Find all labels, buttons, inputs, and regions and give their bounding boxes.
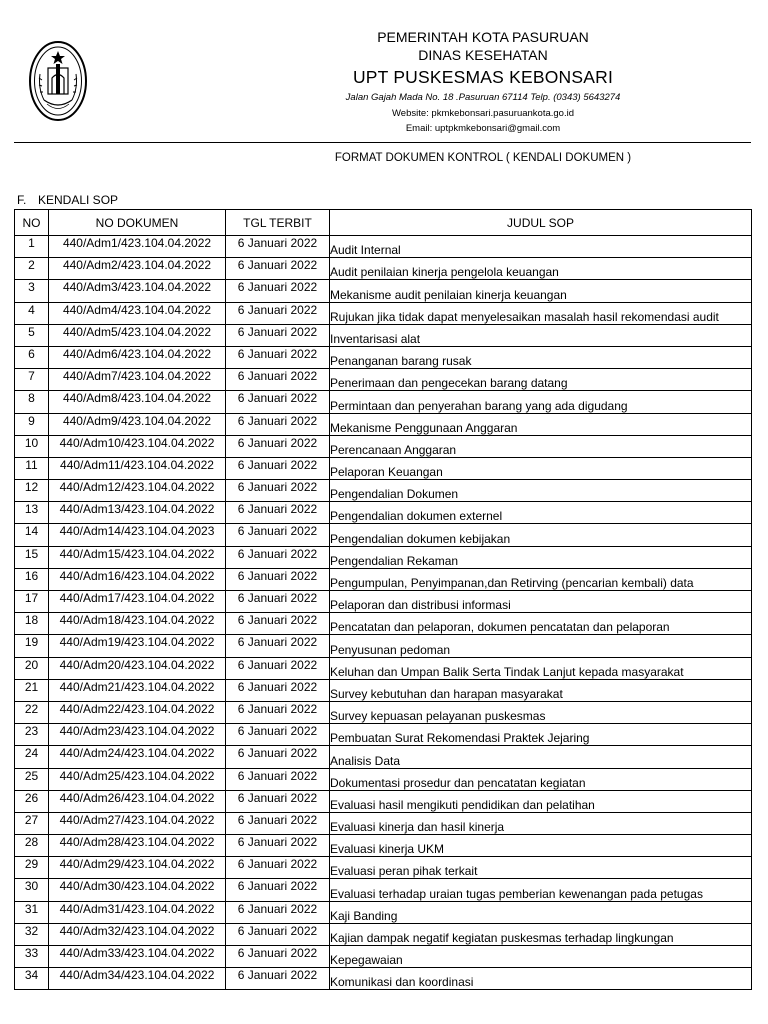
- sop-title-cell: Penanganan barang rusak: [330, 346, 752, 368]
- issue-date-cell: 6 Januari 2022: [226, 457, 330, 479]
- issue-date-cell: 6 Januari 2022: [226, 280, 330, 302]
- document-number-cell: 440/Adm20/423.104.04.2022: [49, 657, 226, 679]
- row-number-cell: 31: [15, 901, 49, 923]
- issue-date-cell: 6 Januari 2022: [226, 480, 330, 502]
- row-number-cell: 25: [15, 768, 49, 790]
- address-line: Jalan Gajah Mada No. 18 .Pasuruan 67114 Telp. (0343) 5643274: [345, 92, 621, 103]
- issue-date-cell: 6 Januari 2022: [226, 657, 330, 679]
- sop-title-cell: Pencatatan dan pelaporan, dokumen pencatatan dan pelaporan: [330, 613, 752, 635]
- table-row: [15, 768, 752, 790]
- sop-title-cell: Evaluasi peran pihak terkait: [330, 857, 752, 879]
- table-row: [15, 724, 752, 746]
- issue-date-cell: 6 Januari 2022: [226, 790, 330, 812]
- table-row: [15, 613, 752, 635]
- document-number-cell: 440/Adm33/423.104.04.2022: [49, 946, 226, 968]
- row-number-cell: 26: [15, 790, 49, 812]
- row-number-cell: 10: [15, 435, 49, 457]
- issue-date-cell: 6 Januari 2022: [226, 835, 330, 857]
- sop-title-cell: Mekanisme audit penilaian kinerja keuangan: [330, 280, 752, 302]
- row-number-cell: 1: [15, 236, 49, 258]
- issue-date-cell: 6 Januari 2022: [226, 258, 330, 280]
- table-row: [15, 480, 752, 502]
- document-number-cell: 440/Adm8/423.104.04.2022: [49, 391, 226, 413]
- row-number-cell: 3: [15, 280, 49, 302]
- issue-date-cell: 6 Januari 2022: [226, 524, 330, 546]
- table-row: [15, 346, 752, 368]
- column-header-sop-title: JUDUL SOP: [330, 210, 752, 236]
- document-number-cell: 440/Adm29/423.104.04.2022: [49, 857, 226, 879]
- sop-title-cell: Dokumentasi prosedur dan pencatatan kegiatan: [330, 768, 752, 790]
- sop-title-cell: Pengendalian Rekaman: [330, 546, 752, 568]
- document-number-cell: 440/Adm13/423.104.04.2022: [49, 502, 226, 524]
- row-number-cell: 22: [15, 701, 49, 723]
- document-number-cell: 440/Adm25/423.104.04.2022: [49, 768, 226, 790]
- sop-title-cell: Evaluasi hasil mengikuti pendidikan dan pelatihan: [330, 790, 752, 812]
- table-row: [15, 258, 752, 280]
- row-number-cell: 18: [15, 613, 49, 635]
- table-row: [15, 369, 752, 391]
- document-number-cell: 440/Adm31/423.104.04.2022: [49, 901, 226, 923]
- table-row: [15, 879, 752, 901]
- document-number-cell: 440/Adm9/423.104.04.2022: [49, 413, 226, 435]
- issue-date-cell: 6 Januari 2022: [226, 502, 330, 524]
- issue-date-cell: 6 Januari 2022: [226, 346, 330, 368]
- document-number-cell: 440/Adm6/423.104.04.2022: [49, 346, 226, 368]
- sop-title-cell: Rujukan jika tidak dapat menyelesaikan masalah hasil rekomendasi audit: [330, 302, 752, 324]
- table-row: [15, 835, 752, 857]
- sop-title-cell: Evaluasi terhadap uraian tugas pemberian kewenangan pada petugas: [330, 879, 752, 901]
- issue-date-cell: 6 Januari 2022: [226, 724, 330, 746]
- table-row: [15, 946, 752, 968]
- sop-title-cell: Audit Internal: [330, 236, 752, 258]
- issue-date-cell: 6 Januari 2022: [226, 679, 330, 701]
- document-number-cell: 440/Adm3/423.104.04.2022: [49, 280, 226, 302]
- sop-title-cell: Kaji Banding: [330, 901, 752, 923]
- table-row: [15, 435, 752, 457]
- row-number-cell: 34: [15, 968, 49, 990]
- sop-title-cell: Permintaan dan penyerahan barang yang ada digudang: [330, 391, 752, 413]
- document-number-cell: 440/Adm22/423.104.04.2022: [49, 701, 226, 723]
- sop-title-cell: Pelaporan dan distribusi informasi: [330, 591, 752, 613]
- issue-date-cell: 6 Januari 2022: [226, 613, 330, 635]
- issue-date-cell: 6 Januari 2022: [226, 324, 330, 346]
- issue-date-cell: 6 Januari 2022: [226, 768, 330, 790]
- sop-title-cell: Kepegawaian: [330, 946, 752, 968]
- sop-title-cell: Pengumpulan, Penyimpanan,dan Retirving (pencarian kembali) data: [330, 568, 752, 590]
- table-row: [15, 324, 752, 346]
- sop-title-cell: Keluhan dan Umpan Balik Serta Tindak Lanjut kepada masyarakat: [330, 657, 752, 679]
- issue-date-cell: 6 Januari 2022: [226, 701, 330, 723]
- table-row: [15, 923, 752, 945]
- sop-title-cell: Survey kepuasan pelayanan puskesmas: [330, 701, 752, 723]
- issue-date-cell: 6 Januari 2022: [226, 236, 330, 258]
- document-number-cell: 440/Adm26/423.104.04.2022: [49, 790, 226, 812]
- document-number-cell: 440/Adm15/423.104.04.2022: [49, 546, 226, 568]
- sop-title-cell: Pembuatan Surat Rekomendasi Praktek Jejaring: [330, 724, 752, 746]
- document-number-cell: 440/Adm2/423.104.04.2022: [49, 258, 226, 280]
- sop-title-cell: Pengendalian Dokumen: [330, 480, 752, 502]
- sop-title-cell: Pengendalian dokumen kebijakan: [330, 524, 752, 546]
- row-number-cell: 14: [15, 524, 49, 546]
- letterhead-divider: [14, 142, 751, 143]
- issue-date-cell: 6 Januari 2022: [226, 857, 330, 879]
- issue-date-cell: 6 Januari 2022: [226, 968, 330, 990]
- row-number-cell: 11: [15, 457, 49, 479]
- document-number-cell: 440/Adm1/423.104.04.2022: [49, 236, 226, 258]
- table-header-row: [15, 210, 752, 236]
- row-number-cell: 19: [15, 635, 49, 657]
- document-number-cell: 440/Adm16/423.104.04.2022: [49, 568, 226, 590]
- row-number-cell: 8: [15, 391, 49, 413]
- table-row: [15, 679, 752, 701]
- sop-title-cell: Mekanisme Penggunaan Anggaran: [330, 413, 752, 435]
- row-number-cell: 7: [15, 369, 49, 391]
- issue-date-cell: 6 Januari 2022: [226, 635, 330, 657]
- table-row: [15, 657, 752, 679]
- issue-date-cell: 6 Januari 2022: [226, 591, 330, 613]
- website-line: Website: pkmkebonsari.pasuruankota.go.id: [391, 108, 574, 119]
- table-row: [15, 635, 752, 657]
- row-number-cell: 23: [15, 724, 49, 746]
- row-number-cell: 4: [15, 302, 49, 324]
- document-number-cell: 440/Adm4/423.104.04.2022: [49, 302, 226, 324]
- city-emblem-icon: [28, 40, 88, 122]
- issue-date-cell: 6 Januari 2022: [226, 302, 330, 324]
- issue-date-cell: 6 Januari 2022: [226, 901, 330, 923]
- sop-title-cell: Pengendalian dokumen externel: [330, 502, 752, 524]
- sop-title-cell: Audit penilaian kinerja pengelola keuangan: [330, 258, 752, 280]
- section-heading: [17, 193, 118, 207]
- issue-date-cell: 6 Januari 2022: [226, 546, 330, 568]
- row-number-cell: 30: [15, 879, 49, 901]
- row-number-cell: 15: [15, 546, 49, 568]
- table-row: [15, 280, 752, 302]
- table-row: [15, 901, 752, 923]
- document-number-cell: 440/Adm32/423.104.04.2022: [49, 923, 226, 945]
- issue-date-cell: 6 Januari 2022: [226, 946, 330, 968]
- table-row: [15, 236, 752, 258]
- table-row: [15, 546, 752, 568]
- sop-title-cell: Inventarisasi alat: [330, 324, 752, 346]
- table-row: [15, 591, 752, 613]
- document-number-cell: 440/Adm30/423.104.04.2022: [49, 879, 226, 901]
- issue-date-cell: 6 Januari 2022: [226, 746, 330, 768]
- sop-title-cell: Penyusunan pedoman: [330, 635, 752, 657]
- government-name: PEMERINTAH KOTA PASURUAN: [377, 29, 589, 45]
- row-number-cell: 27: [15, 812, 49, 834]
- row-number-cell: 24: [15, 746, 49, 768]
- row-number-cell: 33: [15, 946, 49, 968]
- table-row: [15, 457, 752, 479]
- sop-table: [14, 209, 752, 990]
- issue-date-cell: 6 Januari 2022: [226, 923, 330, 945]
- document-number-cell: 440/Adm14/423.104.04.2023: [49, 524, 226, 546]
- document-number-cell: 440/Adm7/423.104.04.2022: [49, 369, 226, 391]
- table-row: [15, 502, 752, 524]
- agency-name: DINAS KESEHATAN: [418, 47, 548, 63]
- row-number-cell: 28: [15, 835, 49, 857]
- document-number-cell: 440/Adm34/423.104.04.2022: [49, 968, 226, 990]
- table-row: [15, 413, 752, 435]
- sop-title-cell: Komunikasi dan koordinasi: [330, 968, 752, 990]
- row-number-cell: 20: [15, 657, 49, 679]
- issue-date-cell: 6 Januari 2022: [226, 413, 330, 435]
- section-title: KENDALI SOP: [38, 193, 119, 207]
- table-row: [15, 790, 752, 812]
- column-header-document-number: NO DOKUMEN: [49, 210, 226, 236]
- issue-date-cell: 6 Januari 2022: [226, 812, 330, 834]
- table-row: [15, 524, 752, 546]
- row-number-cell: 12: [15, 480, 49, 502]
- sop-title-cell: Penerimaan dan pengecekan barang datang: [330, 369, 752, 391]
- sop-title-cell: Perencanaan Anggaran: [330, 435, 752, 457]
- row-number-cell: 29: [15, 857, 49, 879]
- document-number-cell: 440/Adm10/423.104.04.2022: [49, 435, 226, 457]
- sop-title-cell: Survey kebutuhan dan harapan masyarakat: [330, 679, 752, 701]
- table-row: [15, 302, 752, 324]
- row-number-cell: 6: [15, 346, 49, 368]
- row-number-cell: 13: [15, 502, 49, 524]
- issue-date-cell: 6 Januari 2022: [226, 879, 330, 901]
- issue-date-cell: 6 Januari 2022: [226, 391, 330, 413]
- document-number-cell: 440/Adm27/423.104.04.2022: [49, 812, 226, 834]
- row-number-cell: 32: [15, 923, 49, 945]
- issue-date-cell: 6 Januari 2022: [226, 568, 330, 590]
- document-number-cell: 440/Adm21/423.104.04.2022: [49, 679, 226, 701]
- sop-title-cell: Evaluasi kinerja dan hasil kinerja: [330, 812, 752, 834]
- institution-name: UPT PUSKESMAS KEBONSARI: [352, 67, 614, 87]
- document-number-cell: 440/Adm23/423.104.04.2022: [49, 724, 226, 746]
- sop-title-cell: Evaluasi kinerja UKM: [330, 835, 752, 857]
- document-number-cell: 440/Adm12/423.104.04.2022: [49, 480, 226, 502]
- table-row: [15, 746, 752, 768]
- document-number-cell: 440/Adm18/423.104.04.2022: [49, 613, 226, 635]
- table-row: [15, 391, 752, 413]
- document-number-cell: 440/Adm19/423.104.04.2022: [49, 635, 226, 657]
- sop-title-cell: Kajian dampak negatif kegiatan puskesmas terhadap lingkungan: [330, 923, 752, 945]
- row-number-cell: 21: [15, 679, 49, 701]
- issue-date-cell: 6 Januari 2022: [226, 369, 330, 391]
- document-number-cell: 440/Adm17/423.104.04.2022: [49, 591, 226, 613]
- document-number-cell: 440/Adm28/423.104.04.2022: [49, 835, 226, 857]
- table-row: [15, 701, 752, 723]
- row-number-cell: 2: [15, 258, 49, 280]
- column-header-no: NO: [15, 210, 49, 236]
- column-header-issue-date: TGL TERBIT: [226, 210, 330, 236]
- row-number-cell: 17: [15, 591, 49, 613]
- row-number-cell: 9: [15, 413, 49, 435]
- section-letter: F.: [17, 193, 27, 207]
- document-number-cell: 440/Adm24/423.104.04.2022: [49, 746, 226, 768]
- sop-title-cell: Analisis Data: [330, 746, 752, 768]
- row-number-cell: 5: [15, 324, 49, 346]
- row-number-cell: 16: [15, 568, 49, 590]
- table-row: [15, 812, 752, 834]
- sop-table-body: [15, 236, 752, 990]
- document-title: FORMAT DOKUMEN KONTROL ( KENDALI DOKUMEN ): [334, 152, 632, 164]
- email-line: Email: uptpkmkebonsari@gmail.com: [405, 123, 561, 134]
- table-row: [15, 857, 752, 879]
- document-number-cell: 440/Adm5/423.104.04.2022: [49, 324, 226, 346]
- table-row: [15, 968, 752, 990]
- document-number-cell: 440/Adm11/423.104.04.2022: [49, 457, 226, 479]
- issue-date-cell: 6 Januari 2022: [226, 435, 330, 457]
- sop-title-cell: Pelaporan Keuangan: [330, 457, 752, 479]
- table-row: [15, 568, 752, 590]
